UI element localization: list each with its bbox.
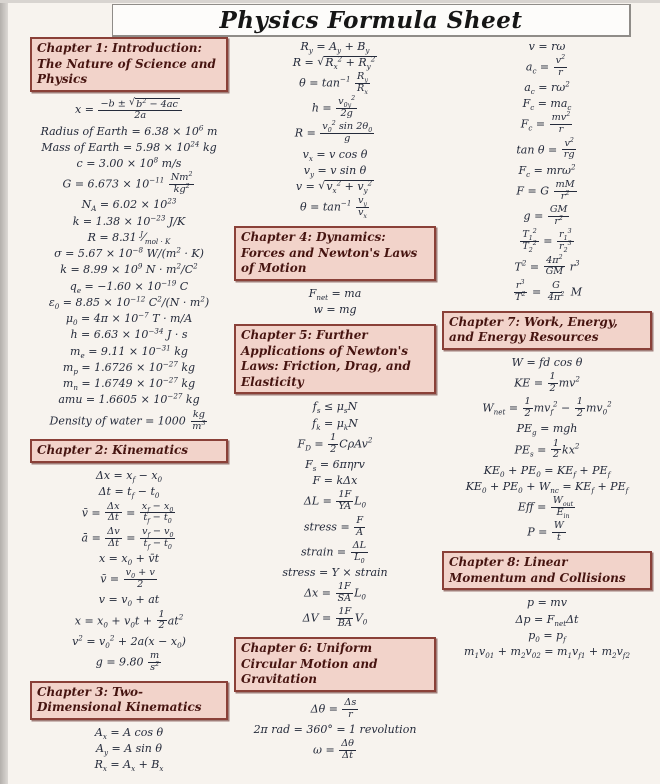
columns xyxy=(30,37,652,775)
formula-line: R = $\frac{v_0^2 \sin 2\theta_0}{g}$ xyxy=(294,120,373,145)
chapter-heading: Chapter 4: Dynamics: Forces and Newton's Laws of Motion xyxy=(234,226,436,281)
formula-line: R = 8.31 $^J⁄_{mol \cdot K}$ xyxy=(87,229,171,247)
formula-line: $\frac{r^3}{T^2}$ = $\frac{G}{4\pi^2}$ M xyxy=(515,278,582,303)
formula-line: $k = 1.38 \times 10^{-23}$ J/K xyxy=(72,213,186,228)
formula-line: tan θ = $\frac{v^2}{rg}$ xyxy=(516,136,575,161)
formula-line: $R_y = A_y + B_y$ xyxy=(300,39,370,55)
formula-line: stress = $\frac{F}{A}$ xyxy=(303,514,364,538)
chapter-heading: Chapter 6: Uniform Circular Motion and Gravitation xyxy=(234,637,436,692)
formula-line: $F_D$ = $\frac{1}{2}$ CρAv$^2$ xyxy=(297,431,373,455)
column-3 xyxy=(442,37,652,661)
photo-edge-top xyxy=(0,0,660,3)
formula-line: ω = $\frac{\Delta\theta}{\Delta t}$ xyxy=(313,738,354,762)
formula-line: Δx = $\frac{1F}{SA}$ $L_0$ xyxy=(304,581,366,605)
formula-line: $R_x = A_x + B_x$ xyxy=(94,758,164,774)
formula-line: g = $\frac{GM}{r^2}$ xyxy=(523,204,568,228)
formula-line: R = √ $R_x^2 + R_y^2$ xyxy=(292,54,376,72)
chapter-heading: Chapter 2: Kinematics xyxy=(30,439,228,463)
chapter-heading: Chapter 1: Introduction: The Nature of Science and Physics xyxy=(30,37,228,92)
formula-line: $A_x = A$ cos θ xyxy=(94,725,164,742)
formula-line: $KE_0 + PE_0 + W_{nc} = KE_f + PE_f$ xyxy=(465,480,629,496)
chapter-heading: Chapter 5: Further Applications of Newton's Laws: Friction, Drag, and Elasticity xyxy=(234,324,436,394)
formula-line: F = G $\frac{mM}{r^2}$ xyxy=(516,179,575,202)
formula-line: $\frac{T_1^2}{T_2^2}$ = $\frac{r_1^3}{r_2^3}$ xyxy=(522,228,572,255)
chapter-heading: Chapter 7: Work, Energy, and Energy Resources xyxy=(442,311,652,350)
photo-edge-left xyxy=(0,0,8,784)
formula-line: $a_c = r\omega^2$ xyxy=(524,79,570,97)
formula-line: $x = x_0$ + v̄t xyxy=(98,551,160,568)
formula-line: P = $\frac{W}{t}$ xyxy=(527,520,564,544)
formula-line: $\mu_0 = 4\pi \times 10^{-7}$ T · m/A xyxy=(65,310,193,328)
formula-line: $a_c$ = $\frac{v^2}{r}$ xyxy=(525,53,566,78)
formula-line: stress = Y × strain xyxy=(282,566,388,580)
column-1 xyxy=(30,37,228,775)
formula-line: $\Delta t = t_f - t_0$ xyxy=(98,485,160,501)
formula-line: $\Delta x = x_f - x_0$ xyxy=(95,469,163,485)
formula-line: $F_c$ = $\frac{mv^2}{r}$ xyxy=(520,111,571,136)
formula-line: 2π rad = 360° = 1 revolution xyxy=(253,723,417,737)
formula-line: Mass of Earth = $5.98 \times 10^{24}$ kg xyxy=(41,139,217,154)
formula-line: $F_c = mr\omega^2$ xyxy=(518,162,576,179)
formula-line: Eff = $W_{out}$ $E_{in}$ xyxy=(517,495,574,521)
formula-line: $F_c = ma_c$ xyxy=(522,97,572,113)
formula-line: $PE_s$ = $\frac{1}{2}$ $kx^2$ xyxy=(514,437,580,461)
formula-line: Density of water = 1000 $\frac{kg}{m^3}$ xyxy=(49,408,206,432)
chapter-heading: Chapter 8: Linear Momentum and Collisions xyxy=(442,551,652,590)
formula-line: $\sigma = 5.67 \times 10^{-8}$ $W/(m^2 \cdot K)$ xyxy=(54,245,204,261)
page-title: Physics Formula Sheet xyxy=(219,6,523,34)
formula-line: $G = 6.673 \times 10^{-11}$ $\frac{Nm^2}{kg^2}$ xyxy=(62,171,193,196)
formula-line: $\Delta p = F_{net}\Delta t$ xyxy=(515,612,579,628)
formula-line: $v_y = v$ sin θ xyxy=(303,163,367,180)
formula-line: x = −b ± √ $b^2 - 4ac$ 2a xyxy=(30,98,228,122)
formula-line: $m_e = 9.11 \times 10^{-31}$ kg xyxy=(70,343,188,360)
formula-line: $v = v_0$ + at xyxy=(98,593,160,609)
formula-line: $T^2$ = $\frac{4\pi^2}{GM}$ $r^3$ xyxy=(514,253,580,278)
formula-line: Δθ = $\frac{\Delta s}{r}$ xyxy=(310,696,357,720)
formula-line: $N_A = 6.02 \times 10^{23}$ xyxy=(81,196,177,214)
formula-line: KE = $\frac{1}{2}$ $mv^2$ xyxy=(514,370,580,394)
formula-line: $q_e = -1.60 \times 10^{-19}$ C xyxy=(69,278,189,295)
formula-line: $\varepsilon_0 = 8.85 \times 10^{-12}$ $C^2/(N \cdot m^2)$ xyxy=(48,294,210,312)
formula-line: v̄ = $\frac{v_0 + v}{2}$ xyxy=(100,567,155,590)
formula-line: Radius of Earth = $6.38 \times 10^6$ m xyxy=(40,122,218,138)
formula-line: p = mv xyxy=(527,596,567,610)
formula-line: $c = 3.00 \times 10^8$ m/s xyxy=(76,155,182,171)
title-box xyxy=(112,4,631,37)
formula-line: v̄ = $\frac{\Delta x}{\Delta t}$ = $\frac{x_f - x_0}{t_f - t_0}$ xyxy=(81,500,174,526)
formula-line: $k = 8.99 \times 10^9$ $N \cdot m^2/C^2$ xyxy=(60,261,198,277)
formula-line: $x = x_0 + v_0t$ + $\frac{1}{2}$ $at^2$ xyxy=(74,608,184,632)
formula-line: ΔL = $\frac{1F}{YA}$ $L_0$ xyxy=(303,489,367,513)
column-2 xyxy=(234,37,436,765)
formula-line: h = $\frac{v_{0y}^2}{2g}$ xyxy=(311,95,356,120)
formula-line: $p_0 = p_f$ xyxy=(528,628,566,644)
formula-line: $PE_g$ = mgh xyxy=(516,422,578,438)
formula-line: $m_1v_{01} + m_2v_{02} = m_1v_{f1} + m_2v_{f2}$ xyxy=(464,645,630,661)
formula-line: $v^2 = v_0^2 + 2a(x - x_0)$ xyxy=(72,633,186,650)
formula-line: $f_s \le \mu_sN$ xyxy=(312,400,358,416)
formula-line: v = √ $v_x^2 + v_y^2$ xyxy=(295,178,373,196)
chapter-heading: Chapter 3: Two-Dimensional Kinematics xyxy=(30,681,228,720)
formula-line: $\theta = \tan^{-1}$ $\frac{v_y}{v_x}$ xyxy=(300,195,367,221)
formula-line: $f_k = \mu_kN$ xyxy=(312,416,358,432)
formula-line: F = kΔx xyxy=(312,474,358,488)
formula-line: amu = $1.6605 \times 10^{-27}$ kg xyxy=(58,391,200,407)
formula-line: $F_{net}$ = ma xyxy=(308,286,362,303)
formula-line: $A_y = A$ sin θ xyxy=(95,742,163,758)
formula-line: $KE_0 + PE_0 = KE_f + PE_f$ xyxy=(483,463,611,479)
formula-line: v = rω xyxy=(528,39,566,53)
formula-line: strain = $\frac{\Delta L}{L_0}$ xyxy=(300,539,367,565)
formula-line: $v_x = v$ cos θ xyxy=(302,147,368,163)
formula-line: $\theta = \tan^{-1}$ $\frac{R_y}{R_x}$ xyxy=(299,71,368,96)
formula-line: $m_n = 1.6749 \times 10^{-27}$ kg xyxy=(62,375,196,393)
formula-line: $h = 6.63 \times 10^{-34}$ J · s xyxy=(70,326,188,342)
formula-line: $F_s = 6\pi\eta rv$ xyxy=(305,457,365,474)
formula-line: ΔV = $\frac{1F}{BA}$ $V_0$ xyxy=(302,606,368,630)
formula-line: w = mg xyxy=(313,303,357,317)
formula-line: $W_{net}$ = $\frac{1}{2}$ $mv_f^2$ − $\frac{1}{2}$ $mv_0^2$ xyxy=(482,396,612,419)
formula-line: g = 9.80 $\frac{m}{s^2}$ xyxy=(95,650,160,673)
formula-line: $m_p = 1.6726 \times 10^{-27}$ kg xyxy=(62,359,196,377)
formula-line: W = fd cos θ xyxy=(511,355,583,369)
formula-line: ā = $\frac{\Delta v}{\Delta t}$ = $\frac{v_f - v_0}{t_f - t_0}$ xyxy=(81,525,174,551)
